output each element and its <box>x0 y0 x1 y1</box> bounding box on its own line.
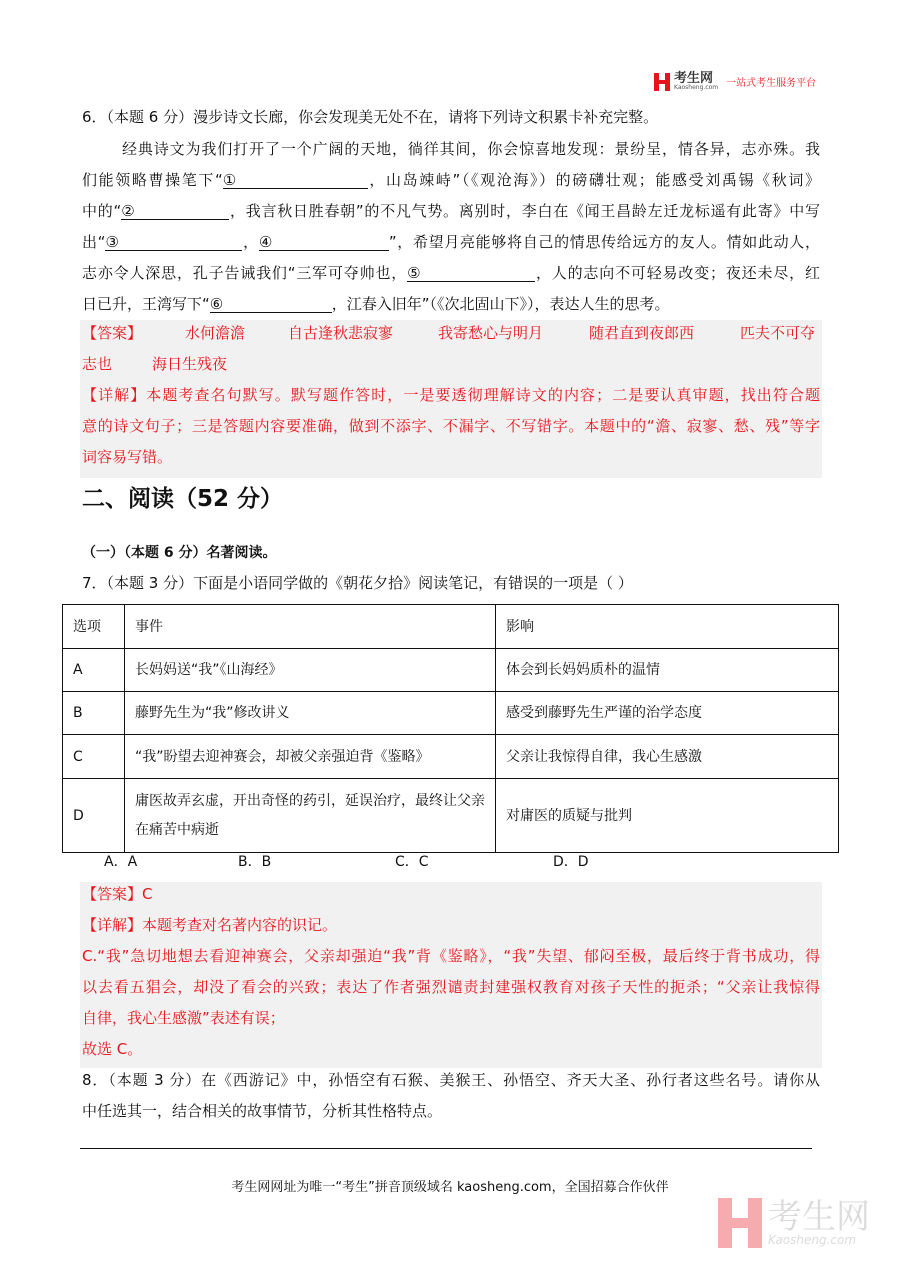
cell: 感受到藤野先生严谨的治学态度 <box>496 692 839 735</box>
table-header: 影响 <box>496 605 839 649</box>
detail-line: 自律，我心生感激”表述有误； <box>82 1009 285 1027</box>
footer-text: 考生网网址为唯一“考生”拼音顶级域名 kaosheng.com，全国招募合作伙伴 <box>231 1180 669 1195</box>
cell: 长妈妈送“我”《山海经》 <box>125 649 496 692</box>
blank-1[interactable] <box>223 169 368 189</box>
blank-number: ① <box>222 171 237 189</box>
q6-line: 经典诗文为我们打开了一个广阔的天地，徜徉其间，你会惊喜地发现：景纷呈，情各异，志亦殊。我 <box>122 140 820 158</box>
text: ，江春入旧年”（《次北固山下》），表达人生的思考。 <box>331 295 670 313</box>
section-subtitle: （一）（本题 6 分）名著阅读。 <box>82 545 277 561</box>
table-header-row <box>63 605 839 649</box>
detail-line: 意的诗文句子；三是答题内容要准确，做到不添字、不漏字、不写错字。本题中的“澹、寂寥、愁、残”等字 <box>82 417 820 435</box>
detail-line: 词容易写错。 <box>82 448 173 466</box>
q8-line: 中任选其一，结合相关的故事情节，分析其性格特点。 <box>82 1102 443 1120</box>
cell: D <box>63 779 125 853</box>
blank-number: ③ <box>105 233 119 251</box>
text: 日已升，王湾写下“ <box>82 295 210 313</box>
text: 出“ <box>82 233 106 251</box>
cell: B <box>63 692 125 735</box>
footer-divider <box>80 1148 812 1149</box>
kaosheng-logo-icon <box>654 73 670 91</box>
watermark-text: 考生网 <box>768 1197 870 1237</box>
q6-line <box>82 262 820 284</box>
site-logo <box>654 72 816 91</box>
blank-number: ⑤ <box>407 264 421 282</box>
watermark <box>718 1198 870 1248</box>
text: ，山岛竦峙”（《观沧海》）的磅礴壮观；能感受刘禹锡《秋词》 <box>367 171 820 189</box>
cell: C <box>63 735 125 779</box>
option-d[interactable]: D．D <box>553 854 589 870</box>
q6-line <box>82 231 820 253</box>
table-header: 选项 <box>63 605 125 649</box>
q6-line <box>82 169 820 191</box>
blank-2[interactable] <box>121 200 229 220</box>
q8-line: 8．（本题 3 分）在《西游记》中，孙悟空有石猴、美猴王、孙悟空、齐天大圣、孙行者这些名号。请你从 <box>82 1071 820 1089</box>
detail-line: 【详解】本题考查名句默写。默写题作答时，一是要透彻理解诗文的内容；二是要认真审题，找出符合题 <box>82 386 820 404</box>
option-c[interactable]: C．C <box>395 854 429 870</box>
q6-title: 6．（本题 6 分）漫步诗文长廊，你会发现美无处不在，请将下列诗文积累卡补充完整。 <box>82 108 659 126</box>
section-title: 二、阅读（52 分） <box>82 486 284 512</box>
text: ”，希望月亮能够将自己的情思传给远方的友人。情如此动人， <box>388 233 820 251</box>
table-header: 事件 <box>125 605 496 649</box>
text: ， <box>242 233 259 251</box>
answer-item: 志也 <box>82 355 113 373</box>
answer-item: 随君直到夜郎西 <box>589 324 695 342</box>
answer-item: 自古逢秋悲寂寥 <box>288 324 394 342</box>
q6-line <box>82 293 820 315</box>
logo-sub: Kaosheng.com <box>674 84 719 91</box>
detail-line: C.“我”急切地想去看迎神赛会，父亲却强迫“我”背《鉴略》，“我”失望、郁闷至极，最后终于背书成功，得 <box>82 947 820 965</box>
q7-title: 7．（本题 3 分）下面是小语同学做的《朝花夕拾》阅读笔记，有错误的一项是（ ） <box>82 574 633 592</box>
cell: A <box>63 649 125 692</box>
answer-line: 【答案】C <box>82 885 153 903</box>
table-row <box>63 779 839 853</box>
text: ，人的志向不可轻易改变；夜还未尽，红 <box>535 264 820 282</box>
cell: 父亲让我惊得自律，我心生感激 <box>496 735 839 779</box>
option-a[interactable]: A．A <box>104 854 138 870</box>
answer-item: 我寄愁心与明月 <box>438 324 544 342</box>
q7-table <box>62 604 839 853</box>
detail-line: 【详解】本题考查对名著内容的识记。 <box>82 916 338 934</box>
blank-6[interactable] <box>210 293 332 313</box>
logo-text: 考生网 <box>674 71 714 86</box>
answer-item: 海日生残夜 <box>152 355 228 373</box>
q6-line <box>82 200 820 222</box>
cell: 藤野先生为“我”修改讲义 <box>125 692 496 735</box>
option-b[interactable]: B．B <box>238 854 272 870</box>
cell: 庸医故弄玄虚，开出奇怪的药引，延误治疗，最终让父亲在痛苦中病逝 <box>125 779 496 853</box>
answer-item: 匹夫不可夺 <box>740 324 816 342</box>
table-row <box>63 692 839 735</box>
answer-item: 水何澹澹 <box>185 324 246 342</box>
detail-line: 以去看五猖会，却没了看会的兴致；表达了作者强烈谴责封建强权教育对孩子天性的扼杀；“父亲让我惊得 <box>82 978 820 996</box>
text: ，我言秋日胜春朝”的不凡气势。离别时，李白在《闻王昌龄左迁龙标遥有此寄》中写 <box>229 202 820 220</box>
blank-number: ⑥ <box>209 295 224 313</box>
watermark-sub: Kaosheng.com <box>768 1233 857 1247</box>
cell: “我”盼望去迎神赛会，却被父亲强迫背《鉴略》 <box>125 735 496 779</box>
blank-number: ④ <box>258 233 273 251</box>
text: 们能领略曹操笔下“ <box>82 171 223 189</box>
cell: 对庸医的质疑与批判 <box>496 779 839 853</box>
cell: 体会到长妈妈质朴的温情 <box>496 649 839 692</box>
blank-4[interactable] <box>259 231 389 251</box>
table-row <box>63 735 839 779</box>
text: 志亦令人深思，孔子告诫我们“三军可夺帅也， <box>82 264 408 282</box>
slogan: 一站式考生服务平台 <box>726 78 817 89</box>
table-row <box>63 649 839 692</box>
blank-number: ② <box>121 202 135 220</box>
blank-3[interactable] <box>105 231 242 251</box>
blank-5[interactable] <box>407 262 535 282</box>
text: 中的“ <box>82 202 122 220</box>
watermark-logo-icon <box>718 1198 762 1248</box>
answer-label: 【答案】 <box>82 324 143 342</box>
detail-line: 故选 C。 <box>82 1040 143 1058</box>
